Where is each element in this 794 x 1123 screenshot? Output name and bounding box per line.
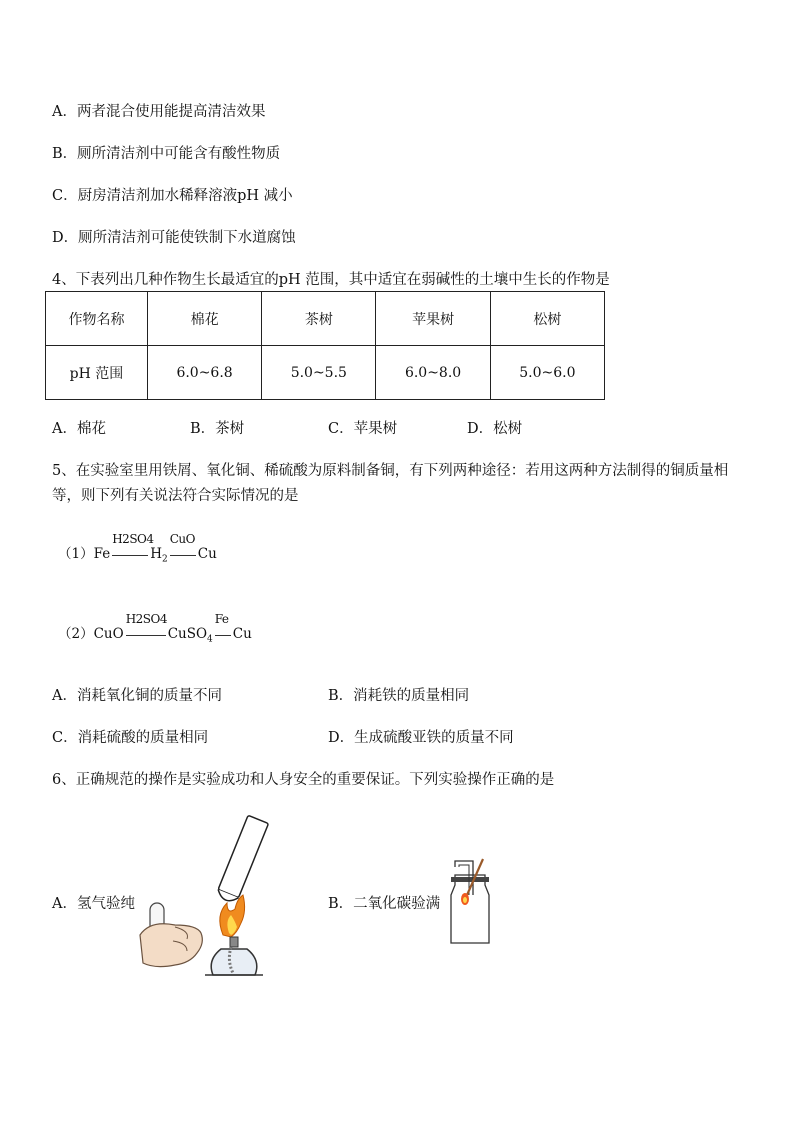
table-cell: 6.0~6.8	[147, 346, 261, 400]
reagent-label: CuO	[169, 532, 195, 546]
intermediate: H	[150, 546, 162, 562]
q4-stem: 4、下表列出几种作物生长最适宜的pH 范围，其中适宜在弱碱性的土壤中生长的作物是	[52, 272, 610, 288]
route-number: （2）	[58, 626, 94, 642]
table-cell: 6.0~8.0	[376, 346, 490, 400]
q5-stem-line1: 5、在实验室里用铁屑、氧化铜、稀硫酸为原料制备铜，有下列两种途径：若用这两种方法制得的铜质量相	[52, 463, 729, 479]
table-cell: 5.0~5.5	[262, 346, 376, 400]
reaction-arrow	[125, 612, 167, 642]
q5-option-c: C．消耗硫酸的质量相同	[52, 730, 209, 746]
product: Cu	[232, 626, 252, 642]
route-number: （1）	[58, 546, 94, 562]
table-cell: pH 范围	[46, 346, 148, 400]
reaction-arrow	[169, 532, 196, 562]
q4-option-c: C．苹果树	[328, 421, 398, 437]
q5-stem-line2: 等，则下列有关说法符合实际情况的是	[52, 488, 299, 504]
subscript: 4	[207, 634, 213, 645]
carbon-dioxide-full-test-illustration	[445, 855, 495, 947]
q5-option-d: D．生成硫酸亚铁的质量不同	[328, 730, 514, 746]
hydrogen-purity-test-illustration	[135, 815, 285, 980]
reactant: Fe	[93, 546, 111, 562]
table-cell: 棉花	[147, 292, 261, 346]
reagent-label: H2SO4	[112, 532, 154, 546]
subscript: 2	[162, 554, 168, 565]
q6-stem: 6、正确规范的操作是实验成功和人身安全的重要保证。下列实验操作正确的是	[52, 772, 555, 788]
intermediate: CuSO	[167, 626, 208, 642]
table-cell: 苹果树	[376, 292, 490, 346]
route-1-equation	[58, 532, 217, 565]
q3-option-c: C．厨房清洁剂加水稀释溶液pH 减小	[52, 188, 293, 204]
q5-option-b: B．消耗铁的质量相同	[328, 688, 470, 704]
q3-option-d: D．厕所清洁剂可能使铁制下水道腐蚀	[52, 230, 296, 246]
table-cell: 松树	[490, 292, 604, 346]
reaction-arrow	[112, 532, 154, 562]
route-2-equation	[58, 612, 252, 645]
reagent-label: Fe	[214, 612, 229, 626]
table-cell: 作物名称	[46, 292, 148, 346]
q6-option-a: A．氢气验纯	[52, 896, 135, 912]
product: Cu	[197, 546, 217, 562]
reaction-arrow	[214, 612, 231, 642]
q4-option-b: B．茶树	[190, 421, 245, 437]
q4-option-d: D．松树	[467, 421, 523, 437]
q3-option-b: B．厕所清洁剂中可能含有酸性物质	[52, 146, 281, 162]
table-header-row	[46, 292, 605, 346]
reactant: CuO	[93, 626, 124, 642]
table-cell: 茶树	[262, 292, 376, 346]
crop-ph-table	[45, 291, 605, 400]
table-row	[46, 346, 605, 400]
reagent-label: H2SO4	[125, 612, 167, 626]
q4-option-a: A．棉花	[52, 421, 106, 437]
table-cell: 5.0~6.0	[490, 346, 604, 400]
q5-option-a: A．消耗氧化铜的质量不同	[52, 688, 222, 704]
q6-option-b: B．二氧化碳验满	[328, 896, 441, 912]
q3-option-a: A．两者混合使用能提高清洁效果	[52, 104, 266, 120]
